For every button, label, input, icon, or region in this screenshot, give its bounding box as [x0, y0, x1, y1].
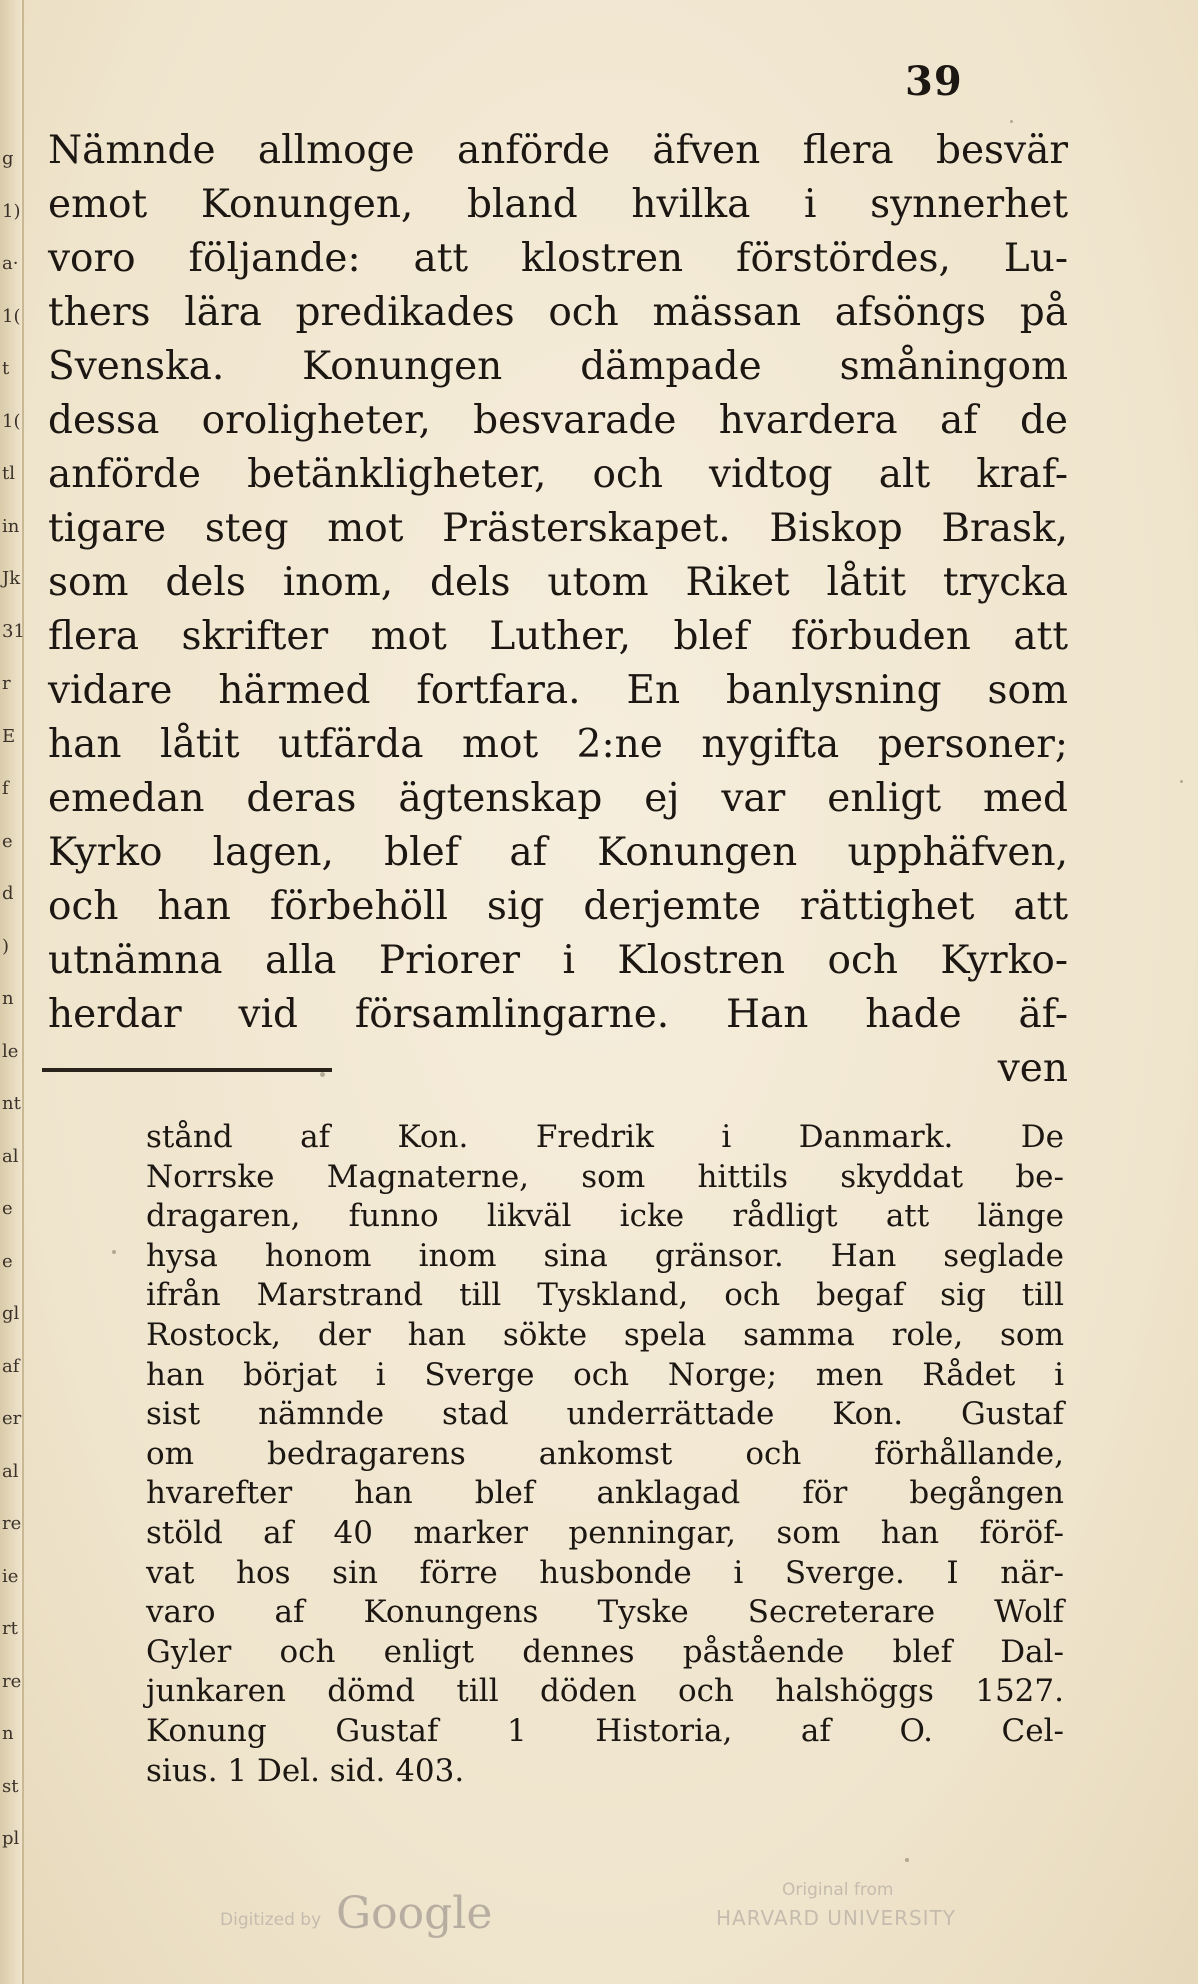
footnote-line: stånd af Kon. Fredrik i Danmark. De	[146, 1119, 1064, 1155]
body-line: han låtit utfärda mot 2:ne nygifta personer;	[48, 722, 1068, 767]
gutter-fragment: st	[2, 1775, 19, 1797]
gutter-fragment: in	[2, 515, 20, 537]
body-line: herdar vid församlingarne. Han hade äf-	[48, 992, 1068, 1037]
footnote-text	[146, 1118, 1064, 1791]
watermark-harvard: HARVARD UNIVERSITY	[716, 1906, 957, 1930]
gutter-fragment: ie	[2, 1565, 19, 1587]
footnote-line: han börjat i Sverge och Norge; men Rådet i	[146, 1356, 1064, 1393]
footnote-divider	[42, 1068, 332, 1072]
gutter-fragment: t	[2, 358, 10, 379]
body-line: Svenska. Konungen dämpade småningom	[48, 344, 1068, 389]
gutter-fragment: n	[2, 988, 14, 1009]
gutter-fragment: E	[2, 725, 16, 747]
footnote-line: Norrske Magnaterne, som hittils skyddat be-	[146, 1158, 1064, 1195]
gutter-fragment: r	[2, 673, 11, 694]
body-line: voro följande: att klostren förstördes, Lu-	[48, 236, 1068, 281]
body-line: och han förbehöll sig derjemte rättighet att	[48, 884, 1068, 929]
gutter-fragment: e	[2, 1250, 13, 1272]
catchword: ven	[997, 1046, 1068, 1091]
gutter-fragment: d	[2, 883, 14, 904]
gutter-fragment: )	[2, 935, 10, 957]
gutter-fragment: rt	[2, 1618, 18, 1639]
watermark-google-logo: Google	[336, 1888, 493, 1939]
gutter-fragment: e	[2, 1198, 13, 1219]
body-line: utnämna alla Priorer i Klostren och Kyrko-	[48, 938, 1068, 983]
footnote-line: stöld af 40 marker penningar, som han föröf-	[146, 1514, 1064, 1551]
body-line: som dels inom, dels utom Riket låtit trycka	[48, 560, 1068, 605]
watermark-digitized-by: Digitized by	[220, 1910, 322, 1930]
gutter-fragment: 31	[2, 620, 25, 642]
gutter-fragment: al	[2, 1145, 19, 1167]
gutter-fragment: a·	[2, 253, 19, 274]
gutter-fragment: 1(	[2, 305, 21, 327]
paper-speck	[112, 1250, 116, 1254]
footnote-line: dragaren, funno likväl icke rådligt att länge	[146, 1198, 1064, 1235]
body-line: vidare härmed fortfara. En banlysning som	[48, 668, 1068, 713]
gutter-fragment: af	[2, 1355, 20, 1377]
gutter-fragment: tl	[2, 463, 15, 484]
footnote-line: vat hos sin förre husbonde i Sverge. I när-	[146, 1554, 1064, 1591]
watermark-original-from: Original from	[782, 1880, 894, 1900]
gutter-fragment: nt	[2, 1093, 21, 1114]
gutter-fragment: er	[2, 1408, 22, 1429]
gutter-fragment: re	[2, 1670, 22, 1692]
body-line: flera skrifter mot Luther, blef förbuden att	[48, 614, 1068, 659]
footnote-line: Konung Gustaf 1 Historia, af O. Cel-	[146, 1712, 1064, 1749]
body-line: thers lära predikades och mässan afsöngs på	[48, 290, 1068, 335]
footnote-line: hvarefter han blef anklagad för begången	[146, 1475, 1064, 1512]
footnote-line: sius. 1 Del. sid. 403.	[146, 1752, 465, 1789]
footnote-line: varo af Konungens Tyske Secreterare Wolf	[146, 1594, 1064, 1631]
body-line: Nämnde allmoge anförde äfven flera besvär	[48, 128, 1068, 173]
gutter-fragment: Jk	[2, 568, 21, 589]
paper-speck	[905, 1858, 909, 1862]
gutter-fragment: 1)	[2, 200, 21, 222]
paper-speck	[320, 1072, 325, 1077]
gutter-fragment: al	[2, 1460, 19, 1482]
main-body-text	[48, 124, 1068, 1096]
footnote-line: hysa honom inom sina gränsor. Han seglade	[146, 1237, 1064, 1274]
body-line: emot Konungen, bland hvilka i synnerhet	[48, 182, 1068, 227]
footnote-line: om bedragarens ankomst och förhållande,	[146, 1435, 1064, 1472]
gutter-fragment: le	[2, 1040, 19, 1062]
footnote-line: junkaren dömd till döden och halshöggs 1527.	[146, 1673, 1064, 1710]
footnote-line: Rostock, der han sökte spela samma role, som	[146, 1316, 1064, 1353]
gutter-fragment: g	[2, 148, 14, 169]
gutter-fragment: pl	[2, 1828, 20, 1849]
footnote-line: sist nämnde stad underrättade Kon. Gustaf	[146, 1396, 1064, 1433]
gutter-fragment: re	[2, 1513, 22, 1534]
body-line: dessa oroligheter, besvarade hvardera af de	[48, 398, 1068, 443]
body-line: anförde betänkligheter, och vidtog alt kraf-	[48, 452, 1068, 497]
gutter-fragment: 1(	[2, 410, 21, 432]
footnote-line: Gyler och enligt dennes påstående blef Dal-	[146, 1633, 1064, 1670]
gutter-fragment: f	[2, 778, 9, 799]
body-line: emedan deras ägtenskap ej var enligt med	[48, 776, 1068, 821]
paper-speck	[1180, 780, 1183, 783]
body-line: Kyrko lagen, blef af Konungen upphäfven,	[48, 830, 1068, 875]
body-line: tigare steg mot Prästerskapet. Biskop Brask,	[48, 506, 1068, 551]
gutter-fragment: n	[2, 1723, 14, 1744]
gutter-fragment: gl	[2, 1303, 20, 1324]
gutter-fragment: e	[2, 830, 13, 852]
page-number: 39	[905, 58, 963, 105]
footnote-line: ifrån Marstrand till Tyskland, och begaf sig till	[146, 1277, 1064, 1314]
paper-speck	[1010, 120, 1013, 123]
